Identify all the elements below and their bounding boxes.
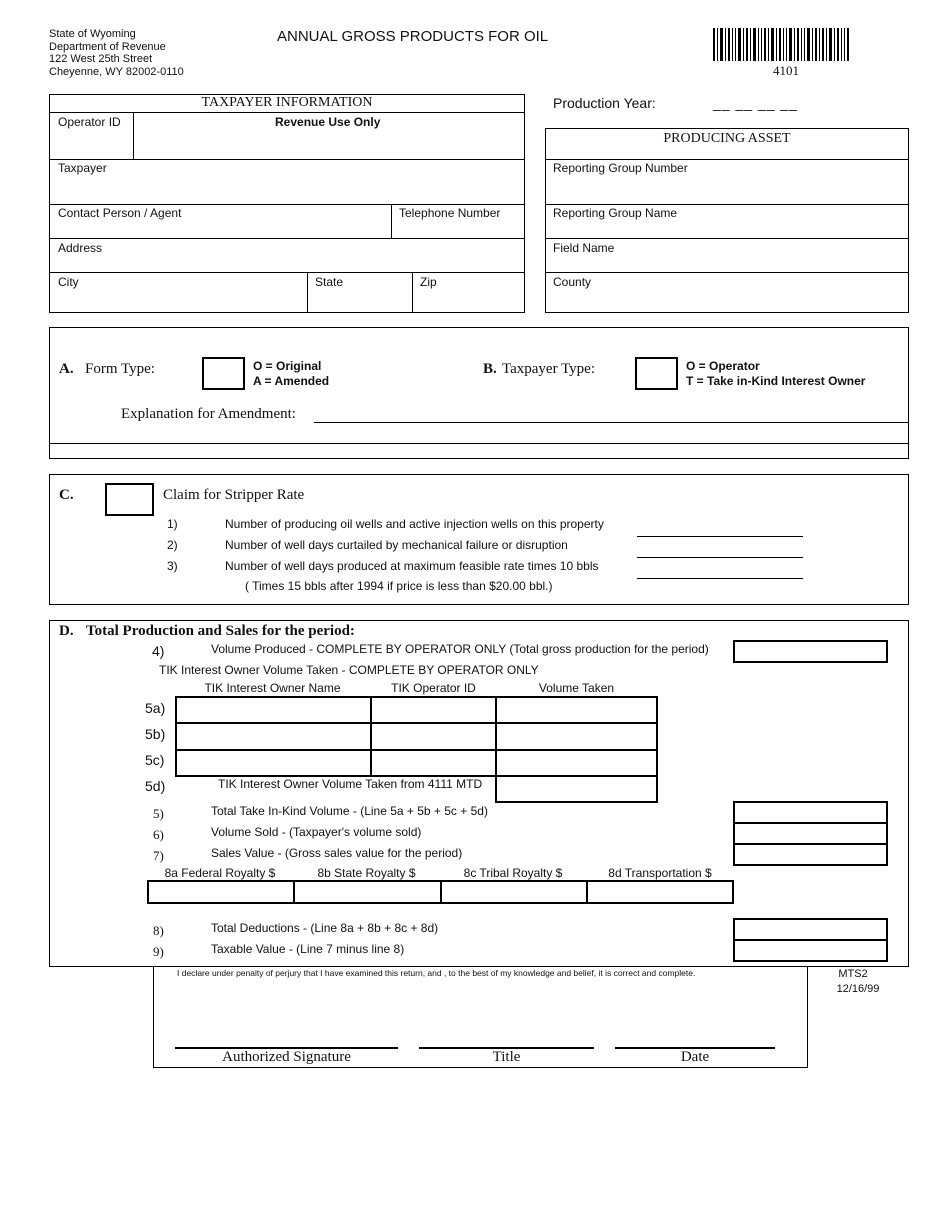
contact-person-field[interactable] xyxy=(50,220,390,237)
total-tik-volume-input[interactable] xyxy=(733,801,888,824)
reporting-group-number-label: Reporting Group Number xyxy=(553,161,688,175)
tik-row-5b-name[interactable] xyxy=(177,724,369,748)
field-name-field[interactable] xyxy=(546,255,908,271)
barcode-image xyxy=(713,28,865,61)
explanation-field[interactable] xyxy=(314,404,908,422)
volume-produced-input[interactable] xyxy=(733,640,888,663)
row-5d-num: 5d) xyxy=(145,778,166,794)
contact-person-label: Contact Person / Agent xyxy=(58,206,182,220)
signature-label: Authorized Signature xyxy=(222,1049,351,1065)
form-type-input[interactable] xyxy=(202,357,245,390)
transportation-input[interactable] xyxy=(588,882,732,902)
line-5-num: 5) xyxy=(153,806,164,821)
royalty-header: 8c Tribal Royalty $ xyxy=(463,866,563,880)
taxpayer-info-heading: TAXPAYER INFORMATION xyxy=(201,95,373,110)
title-label: Title xyxy=(492,1049,521,1065)
tik-row-5a-volume[interactable] xyxy=(497,698,656,721)
taxpayer-type-label: Taxpayer Type: xyxy=(502,361,596,377)
telephone-field[interactable] xyxy=(392,220,524,237)
line-6-text: Volume Sold - (Taxpayer's volume sold) xyxy=(211,825,422,839)
stripper-item-1-field[interactable] xyxy=(637,518,803,536)
sales-value-input[interactable] xyxy=(733,843,888,866)
stripper-rate-checkbox[interactable] xyxy=(105,483,154,516)
zip-label: Zip xyxy=(420,275,437,289)
tik-row-5c-operator-id[interactable] xyxy=(372,751,494,775)
taxable-value-input[interactable] xyxy=(733,939,888,962)
stripper-note: ( Times 15 bbls after 1994 if price is less than $20.00 bbl.) xyxy=(245,579,553,593)
agency-line: 122 West 25th Street xyxy=(49,53,153,65)
city-field[interactable] xyxy=(50,290,306,312)
section-a-letter: A. xyxy=(59,361,74,377)
declaration-text: I declare under penalty of perjury that I have examined this return, and , to the best of my knowledge and belief, it is correct and complete. xyxy=(177,968,696,978)
title-field[interactable] xyxy=(419,1020,594,1046)
state-royalty-input[interactable] xyxy=(295,882,439,902)
taxpayer-type-input[interactable] xyxy=(635,357,678,390)
production-year-field[interactable]: __ __ __ __ xyxy=(713,95,798,111)
tik-row-label: 5b) xyxy=(145,726,166,742)
county-field[interactable] xyxy=(546,290,908,312)
tribal-royalty-input[interactable] xyxy=(442,882,585,902)
line-7-text: Sales Value - (Gross sales value for the period) xyxy=(211,846,463,860)
federal-royalty-input[interactable] xyxy=(149,882,292,902)
operator-id-field[interactable] xyxy=(50,128,132,159)
revenue-use-only-label: Revenue Use Only xyxy=(275,115,381,129)
row-5d-text: TIK Interest Owner Volume Taken from 4111 MTD xyxy=(218,777,483,791)
taxpayer-type-option: T = Take in-Kind Interest Owner xyxy=(686,374,866,388)
state-label: State xyxy=(315,275,344,289)
line-9-num: 9) xyxy=(153,944,164,959)
form-number: 4101 xyxy=(773,63,799,78)
line-4-num: 4) xyxy=(152,643,165,659)
section-c-letter: C. xyxy=(59,487,74,503)
agency-line: Department of Revenue xyxy=(49,40,166,53)
signature-field[interactable] xyxy=(175,1020,398,1046)
agency-address xyxy=(49,28,184,78)
form-type-label: Form Type: xyxy=(85,361,155,377)
tik-row-5a-name[interactable] xyxy=(177,698,369,721)
agency-line: State of Wyoming xyxy=(49,28,136,40)
reporting-group-name-label: Reporting Group Name xyxy=(553,206,678,220)
total-deductions-input[interactable] xyxy=(733,918,888,941)
taxpayer-type-option: O = Operator xyxy=(686,359,760,373)
row-5d-volume-input[interactable] xyxy=(495,775,658,803)
tik-row-5b-operator-id[interactable] xyxy=(372,724,494,748)
tik-row-5c-volume[interactable] xyxy=(497,751,656,775)
revision-date: 12/16/99 xyxy=(836,983,880,995)
line-8-num: 8) xyxy=(153,923,164,938)
tik-row-label: 5c) xyxy=(145,752,165,768)
line-8-text: Total Deductions - (Line 8a + 8b + 8c + 8d) xyxy=(211,921,439,935)
line-5-text: Total Take In-Kind Volume - (Line 5a + 5b + 5c + 5d) xyxy=(211,804,488,818)
form-type-option: A = Amended xyxy=(253,374,330,388)
stripper-item-text: Number of well days curtailed by mechanical failure or disruption xyxy=(225,538,568,552)
form-type-options xyxy=(253,359,329,389)
address-field[interactable] xyxy=(50,255,524,271)
explanation-line xyxy=(314,422,909,423)
section-d-letter: D. xyxy=(59,623,74,639)
explanation-label: Explanation for Amendment: xyxy=(121,406,296,422)
royalty-header: 8a Federal Royalty $ xyxy=(164,866,276,880)
operator-id-label: Operator ID xyxy=(58,115,121,129)
zip-field[interactable] xyxy=(413,290,524,312)
stripper-item-text: Number of well days produced at maximum feasible rate times 10 bbls xyxy=(225,559,599,573)
tik-col-header: TIK Operator ID xyxy=(391,681,476,695)
date-label: Date xyxy=(680,1049,710,1065)
section-d-title: Total Production and Sales for the period: xyxy=(86,623,355,639)
royalty-header: 8b State Royalty $ xyxy=(317,866,416,880)
field-name-label: Field Name xyxy=(553,241,615,255)
agency-line: Cheyenne, WY 82002-0110 xyxy=(49,65,184,78)
city-label: City xyxy=(58,275,79,289)
telephone-label: Telephone Number xyxy=(399,206,501,220)
tik-row-5a-operator-id[interactable] xyxy=(372,698,494,721)
form-title: ANNUAL GROSS PRODUCTS FOR OIL xyxy=(277,28,549,45)
date-field[interactable] xyxy=(615,1020,775,1046)
taxpayer-field[interactable] xyxy=(50,176,524,204)
reporting-group-name-field[interactable] xyxy=(546,220,908,237)
section-b-letter: B. xyxy=(483,361,497,377)
stripper-item-3-field[interactable] xyxy=(637,560,803,578)
stripper-item-num: 2) xyxy=(167,538,178,552)
taxpayer-label: Taxpayer xyxy=(58,161,107,175)
reporting-group-number-field[interactable] xyxy=(546,176,908,204)
line-9-text: Taxable Value - (Line 7 minus line 8) xyxy=(211,942,405,956)
stripper-item-num: 3) xyxy=(167,559,178,573)
county-label: County xyxy=(553,275,592,289)
explanation-field-2[interactable] xyxy=(50,424,908,442)
stripper-rate-label: Claim for Stripper Rate xyxy=(163,487,305,503)
tik-col-header: Volume Taken xyxy=(538,681,615,695)
production-year-label: Production Year: xyxy=(553,95,656,111)
stripper-item-2-field[interactable] xyxy=(637,539,803,557)
tik-col-header: TIK Interest Owner Name xyxy=(204,681,341,695)
taxpayer-type-options xyxy=(686,359,865,389)
tik-heading: TIK Interest Owner Volume Taken - COMPLETE BY OPERATOR ONLY xyxy=(159,663,539,677)
tik-row-5b-volume[interactable] xyxy=(497,724,656,748)
line-7-num: 7) xyxy=(153,848,164,863)
line-4-text: Volume Produced - COMPLETE BY OPERATOR ONLY (Total gross production for the period) xyxy=(211,642,709,656)
tik-row-5c-name[interactable] xyxy=(177,751,369,775)
state-field[interactable] xyxy=(308,290,411,312)
producing-asset-heading: PRODUCING ASSET xyxy=(663,131,791,146)
line-6-num: 6) xyxy=(153,827,164,842)
stripper-item-text: Number of producing oil wells and active injection wells on this property xyxy=(225,517,604,531)
address-label: Address xyxy=(58,241,103,255)
form-code: MTS2 xyxy=(838,968,868,980)
form-type-option: O = Original xyxy=(253,359,322,373)
volume-sold-input[interactable] xyxy=(733,822,888,845)
stripper-item-num: 1) xyxy=(167,517,178,531)
royalty-header: 8d Transportation $ xyxy=(608,866,712,880)
tik-row-label: 5a) xyxy=(145,700,166,716)
